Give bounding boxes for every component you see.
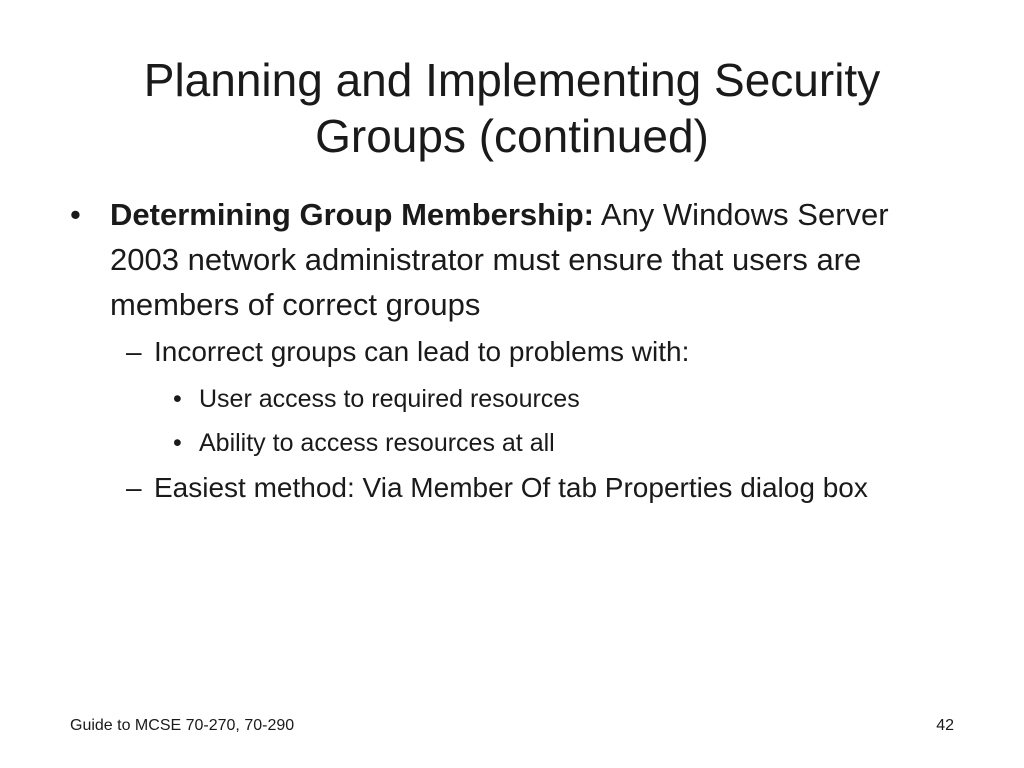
bullet-determining-group-membership (70, 192, 950, 327)
sub-bullet-text: Easiest method: Via Member Of tab Properties dialog box (154, 472, 868, 503)
slide-content (70, 192, 950, 513)
sub-sub-bullet-user-access (70, 377, 950, 421)
sub-sub-bullet-text: Ability to access resources at all (199, 429, 555, 457)
bullet-marker: • (70, 197, 81, 232)
slide-title (60, 52, 964, 164)
sub-sub-bullet-text: User access to required resources (199, 385, 580, 413)
slide-title-line-2: Groups (continued) (315, 110, 709, 162)
bullet-marker: • (173, 429, 182, 457)
bullet-text: Any Windows Server 2003 network administrator must ensure that users are members of correct groups (110, 197, 889, 322)
bullet-marker: • (173, 385, 182, 413)
dash-marker: – (126, 336, 142, 367)
sub-bullet-incorrect-groups (70, 331, 950, 373)
sub-sub-bullet-ability-to-access (70, 421, 950, 465)
sub-bullet-text: Incorrect groups can lead to problems with: (154, 336, 690, 367)
footer-course-title: Guide to MCSE 70-270, 70-290 (70, 717, 295, 734)
sub-bullet-easiest-method (70, 467, 950, 509)
slide-title-line-1: Planning and Implementing Security (143, 54, 881, 106)
dash-marker: – (126, 472, 142, 503)
bullet-term: Determining Group Membership: (110, 197, 594, 232)
footer-page-number: 42 (936, 717, 954, 734)
